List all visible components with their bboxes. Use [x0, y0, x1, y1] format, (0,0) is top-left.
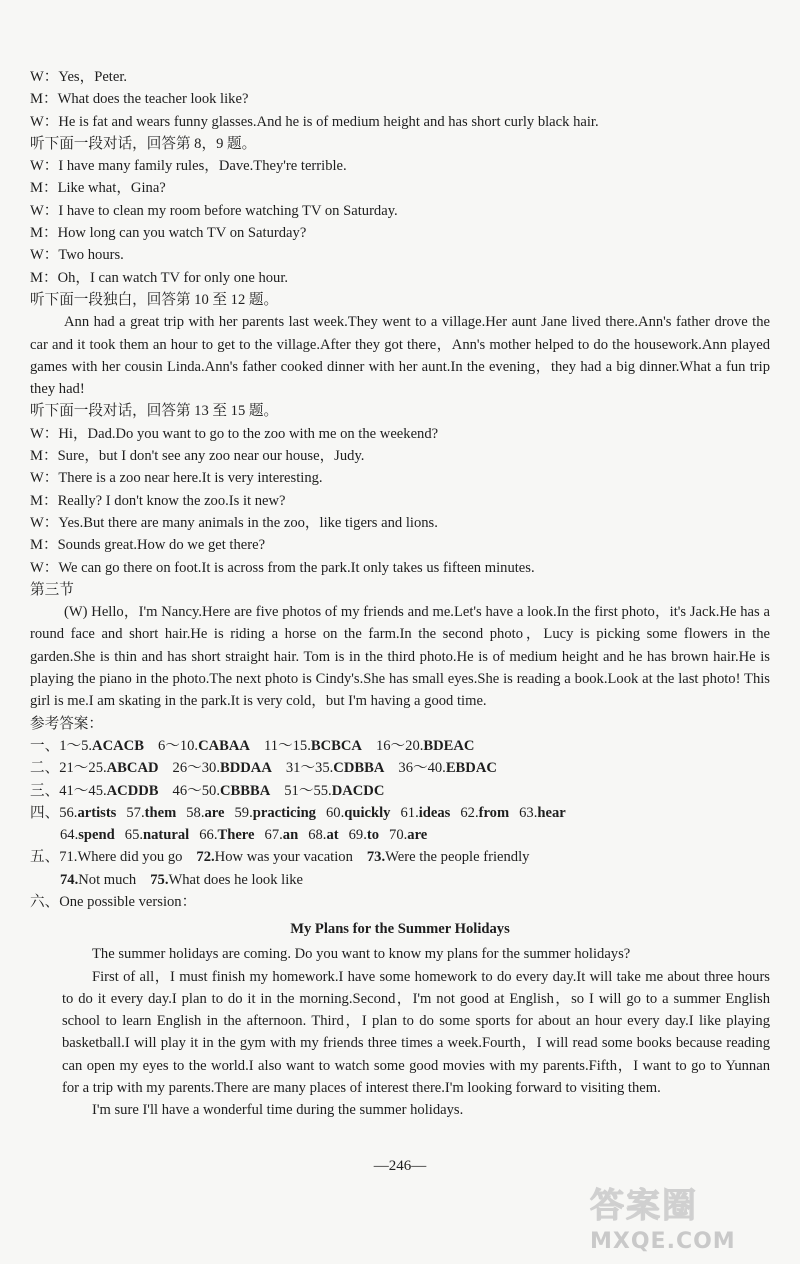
answer-part-3: 三、41～45.ACDDB 46～50.CBBBA 51～55.DACDC	[30, 782, 385, 799]
dialogue-3	[30, 423, 770, 579]
dialogue-line: M：Sounds great.How do we get there?	[30, 537, 266, 554]
answer-part-6: 六、One possible version：	[30, 893, 197, 910]
answers-label: 参考答案：	[30, 715, 103, 732]
answer-part-4: 四、56.artists 57.them 58.are 59.practicing 60.quickly 61.ideas 62.from 63.hear	[30, 804, 566, 821]
section-label: 第三节	[30, 581, 74, 598]
dialogue-line: M：Like what，Gina?	[30, 180, 166, 197]
watermark-logo-text: 答案圈	[590, 1186, 698, 1226]
answer-part-4-cont: 64.spend 65.natural 66.There 67.an 68.at 69.to 70.are	[60, 827, 428, 844]
dialogue-line: W：Yes，Peter.	[30, 69, 128, 85]
dialogue-2	[30, 155, 770, 289]
dialogue-line: W：There is a zoo near here.It is very interesting.	[30, 470, 323, 487]
answer-part-5: 五、71.Where did you go 72.How was your vacation 73.Were the people friendly	[30, 849, 530, 866]
dialogue-line: W：Hi，Dad.Do you want to go to the zoo with me on the weekend?	[30, 425, 439, 442]
dialogue-line: W：Yes.But there are many animals in the zoo，like tigers and lions.	[30, 514, 438, 531]
dialogue-line: M：Really? I don't know the zoo.Is it new?	[30, 492, 286, 509]
essay-paragraph: First of all，I must finish my homework.I have some homework to do every day.It will take me about three hours to do it every day.I plan to do it in the morning.Second，I'm not good at English，so I will go to a summer English school to learn English in the afternoon. Third，I plan to do some sports for about an hour every day.I like playing basketball.I will play it in the gym with my friends three times a week.Fourth，I will read some books because reading can open my eyes to the world.I also want to watch some good movies with my parents.Fifth，I want to go to Yunnan for a trip with my parents.There are many places of interest there.I'm looking forward to visiting them.	[62, 968, 770, 1097]
essay-paragraph: I'm sure I'll have a wonderful time during the summer holidays.	[92, 1102, 464, 1119]
answer-page	[30, 66, 770, 1122]
section3-paragraph: (W) Hello，I'm Nancy.Here are five photos of my friends and me.Let's have a look.In the first photo，it's Jack.He has a round face and short hair.He is riding a horse on the farm.In the second photo，Lucy is picking some flowers in the garden.She is thin and has short straight hair. Tom is in the third photo.He is of medium height and he has brown hair.He is playing the piano in the photo.The next photo is Cindy's.She has small eyes.She is reading a book.Look at the last photo! This girl is me.I am skating in the park.It is very cold，but I'm having a good time.	[30, 604, 770, 710]
essay-body	[30, 943, 770, 1121]
section-heading: 听下面一段独白，回答第 10 至 12 题。	[30, 291, 279, 308]
page-number: —246—	[373, 1158, 427, 1174]
dialogue-line: W：Two hours.	[30, 247, 124, 264]
part-number: 四、	[30, 804, 60, 821]
dialogue-line: W：I have to clean my room before watching TV on Saturday.	[30, 202, 398, 219]
dialogue-line: W：I have many family rules，Dave.They're terrible.	[30, 158, 347, 175]
monologue-paragraph: Ann had a great trip with her parents last week.They went to a village.Her aunt Jane lived there.Ann's father drove the car and it took them an hour to get to the village.After they got there，Ann's mother helped to do the housework.Ann played games with her cousin Linda.Ann's father cooked dinner with her aunt.In the evening，they had a big dinner.What a fun trip they had!	[30, 314, 770, 398]
dialogue-line: W：He is fat and wears funny glasses.And he is of medium height and has short curly black hair.	[30, 113, 599, 130]
dialogue-line: M：Sure，but I don't see any zoo near our house，Judy.	[30, 448, 365, 465]
answer-part-5-cont: 74.Not much 75.What does he look like	[60, 871, 304, 888]
part-number: 五、	[30, 849, 60, 866]
dialogue-1	[30, 66, 770, 133]
part-number: 二、	[30, 760, 60, 777]
watermark-url: MXQE.COM	[590, 1229, 736, 1254]
essay-title: My Plans for the Summer Holidays	[290, 921, 510, 938]
answer-part-1: 一、1～5.ACACB 6～10.CABAA 11～15.BCBCA 16～20.BDEAC	[30, 737, 475, 754]
dialogue-line: M：How long can you watch TV on Saturday?	[30, 225, 307, 242]
essay-paragraph: The summer holidays are coming. Do you want to know my plans for the summer holidays?	[92, 946, 631, 963]
section-heading: 听下面一段对话，回答第 13 至 15 题。	[30, 403, 279, 420]
answer-part-2: 二、21～25.ABCAD 26～30.BDDAA 31～35.CDBBA 36～40.EBDAC	[30, 760, 497, 777]
dialogue-line: M：Oh，I can watch TV for only one hour.	[30, 269, 289, 286]
part-number: 三、	[30, 782, 60, 799]
part-number: 一、	[30, 737, 60, 754]
section-heading: 听下面一段对话，回答第 8，9 题。	[30, 135, 257, 152]
watermark-logo	[590, 1178, 770, 1258]
dialogue-line: M：What does the teacher look like?	[30, 91, 249, 108]
dialogue-line: W：We can go there on foot.It is across from the park.It only takes us fifteen minutes.	[30, 559, 535, 576]
